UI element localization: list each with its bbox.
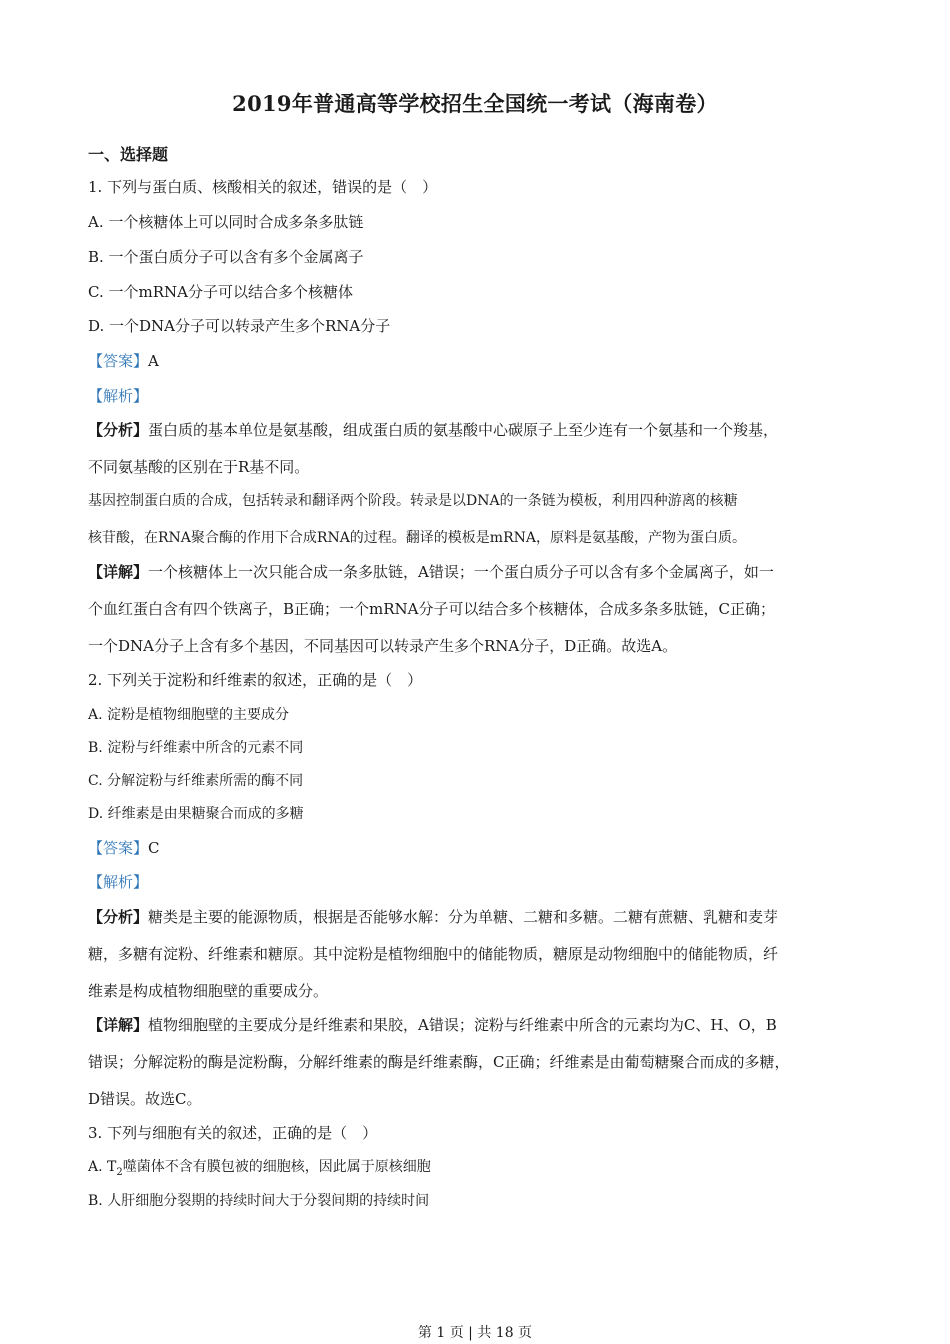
answer-tag: 【答案】 — [88, 839, 149, 857]
page-title: 2019年普通高等学校招生全国统一考试（海南卷） — [232, 91, 718, 116]
option-a-text: 噬菌体不含有膜包被的细胞核，因此属于原核细胞 — [122, 1159, 431, 1175]
answer-value: C — [148, 839, 160, 857]
question-3-option-a — [88, 1156, 431, 1184]
question-1-detail-line: 个血红蛋白含有四个铁离子，B正确；一个mRNA分子可以结合多个核糖体，合成多条多肽链，C正确； — [88, 600, 775, 618]
question-2-jiexi-tag: 【解析】 — [88, 873, 149, 891]
question-2-stem: 2. 下列关于淀粉和纤维素的叙述，正确的是（ ） — [88, 671, 423, 689]
answer-tag: 【答案】 — [88, 352, 149, 370]
detail-text: 植物细胞壁的主要成分是纤维素和果胶，A错误；淀粉与纤维素中所含的元素均为C、H、O，B — [148, 1016, 777, 1034]
question-1-option-a: A. 一个核糖体上可以同时合成多条多肽链 — [88, 213, 364, 231]
question-2-detail-line: D错误。故选C。 — [88, 1090, 202, 1108]
analysis-tag: 【分析】 — [88, 421, 149, 439]
question-2-analysis-line: 维素是构成植物细胞壁的重要成分。 — [88, 982, 329, 1000]
detail-tag: 【详解】 — [88, 1016, 149, 1034]
question-2-option-d: D. 纤维素是由果糖聚合而成的多糖 — [88, 806, 304, 822]
answer-value: A — [148, 352, 159, 370]
question-1-detail-line: 一个DNA分子上含有多个基因，不同基因可以转录产生多个RNA分子，D正确。故选A。 — [88, 637, 678, 655]
question-2-detail-line — [88, 1014, 777, 1036]
analysis-tag: 【分析】 — [88, 908, 149, 926]
question-1-option-d: D. 一个DNA分子可以转录产生多个RNA分子 — [88, 317, 391, 335]
question-1-detail-line — [88, 561, 774, 583]
question-1-answer — [88, 350, 159, 372]
question-2-analysis-line: 糖，多糖有淀粉、纤维素和糖原。其中淀粉是植物细胞中的储能物质，糖原是动物细胞中的储能物质，纤 — [88, 945, 779, 963]
question-1-analysis-line: 核苷酸，在RNA聚合酶的作用下合成RNA的过程。翻译的模板是mRNA，原料是氨基酸，产物为蛋白质。 — [88, 530, 746, 546]
question-1-option-b: B. 一个蛋白质分子可以含有多个金属离子 — [88, 248, 364, 266]
option-a-subscript: 2 — [116, 1166, 123, 1178]
question-2-analysis-line — [88, 906, 778, 928]
question-1-stem: 1. 下列与蛋白质、核酸相关的叙述，错误的是（ ） — [88, 178, 438, 196]
option-a-prefix: A. T — [88, 1159, 117, 1175]
question-3-stem: 3. 下列与细胞有关的叙述，正确的是（ ） — [88, 1124, 378, 1142]
question-3-option-b: B. 人肝细胞分裂期的持续时间大于分裂间期的持续时间 — [88, 1193, 430, 1209]
question-1-jiexi-tag: 【解析】 — [88, 387, 149, 405]
question-1-analysis-line: 基因控制蛋白质的合成，包括转录和翻译两个阶段。转录是以DNA的一条链为模板，利用四种游离的核糖 — [88, 493, 738, 509]
detail-text: 一个核糖体上一次只能合成一条多肽链，A错误；一个蛋白质分子可以含有多个金属离子，如一 — [148, 563, 774, 581]
question-1-option-c: C. 一个mRNA分子可以结合多个核糖体 — [88, 283, 353, 301]
section-heading: 一、选择题 — [88, 145, 169, 164]
question-2-detail-line: 错误；分解淀粉的酶是淀粉酶，分解纤维素的酶是纤维素酶，C正确；纤维素是由葡萄糖聚合而成的多糖， — [88, 1053, 790, 1071]
question-2-option-c: C. 分解淀粉与纤维素所需的酶不同 — [88, 773, 304, 789]
question-1-analysis-line — [88, 419, 778, 441]
analysis-text: 糖类是主要的能源物质，根据是否能够水解：分为单糖、二糖和多糖。二糖有蔗糖、乳糖和麦芽 — [148, 908, 779, 926]
question-2-option-a: A. 淀粉是植物细胞壁的主要成分 — [88, 707, 290, 723]
analysis-text: 蛋白质的基本单位是氨基酸，组成蛋白质的氨基酸中心碳原子上至少连有一个氨基和一个羧基， — [148, 421, 779, 439]
detail-tag: 【详解】 — [88, 563, 149, 581]
question-1-analysis-line: 不同氨基酸的区别在于R基不同。 — [88, 458, 310, 476]
question-2-answer — [88, 837, 160, 859]
question-2-option-b: B. 淀粉与纤维素中所含的元素不同 — [88, 740, 304, 756]
page-footer: 第 1 页 | 共 18 页 — [417, 1325, 533, 1341]
